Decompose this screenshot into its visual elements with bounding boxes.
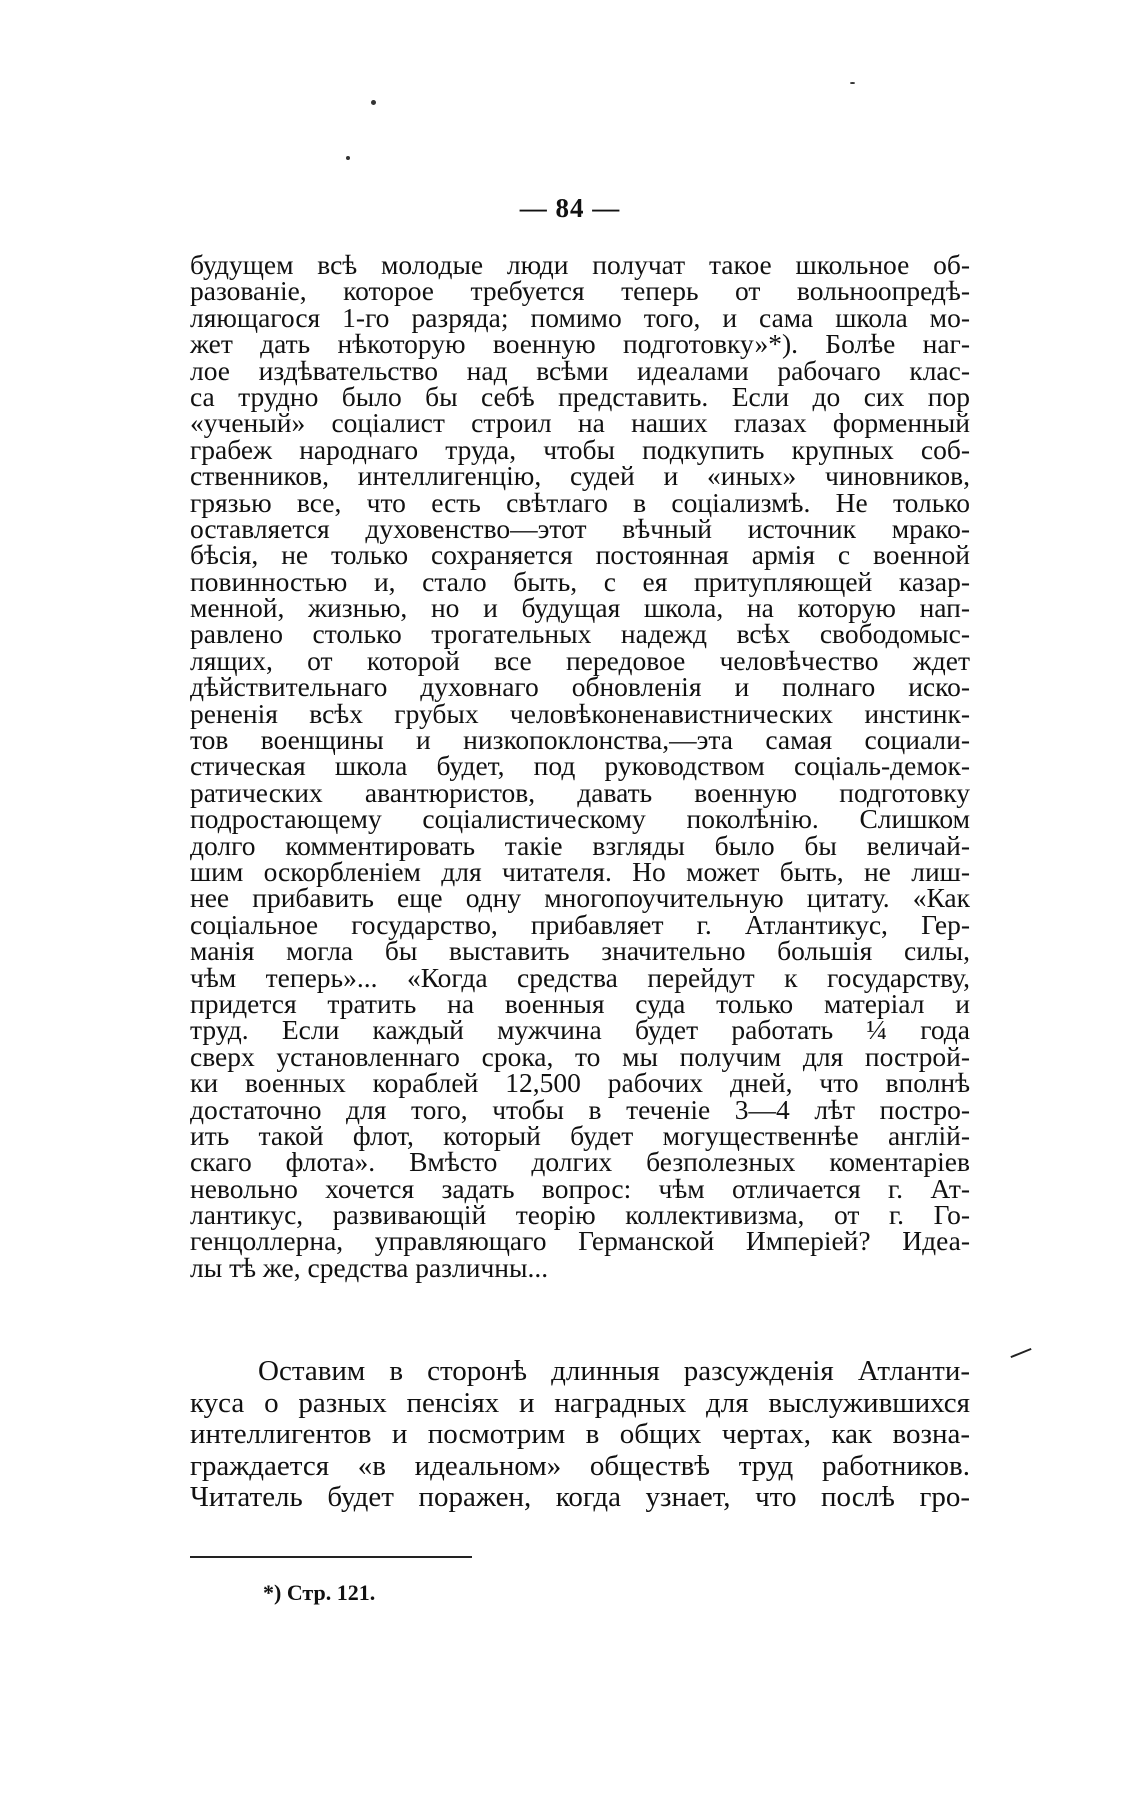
text-line: шим оскорбленіем для читателя. Но может быть, не лиш-	[190, 855, 970, 887]
text-line: Читатель будет поражен, когда узнает, что послѣ гро-	[190, 1481, 970, 1514]
text-line: менной, жизнью, но и будущая школа, на которую нап-	[190, 592, 970, 624]
text-line: са трудно было бы себѣ представить. Если до сих пор	[190, 380, 970, 412]
text-line: жет дать нѣкоторую военную подготовку»*). Болѣе наг-	[190, 328, 970, 360]
text-line: лое издѣвательство над всѣми идеалами рабочаго клас-	[190, 354, 970, 386]
text-line: оставляется духовенство—этот вѣчный источник мрако-	[190, 512, 970, 544]
footnote-divider	[190, 1556, 472, 1558]
text-line: разованіе, которое требуется теперь от вольноопредѣ-	[190, 275, 970, 307]
text-line: Оставим в сторонѣ длинныя разсужденія Атланти-	[258, 1355, 970, 1387]
footnote: *) Стр. 121.	[263, 1580, 376, 1605]
text-line: долго комментировать такіе взгляды было бы величай-	[190, 829, 970, 861]
text-line: дѣйствительнаго духовнаго обновленія и полнаго иско-	[190, 671, 970, 703]
text-line: подростающему соціалистическому поколѣнію. Слишком	[190, 803, 970, 835]
text-line: рененія всѣх грубых человѣконенавистнических инстинк-	[190, 697, 970, 729]
text-line: ратических авантюристов, давать военную подготовку	[190, 776, 970, 808]
text-line: бѣсія, не только сохраняется постоянная армія с военной	[190, 539, 970, 571]
text-line: достаточно для того, чтобы в теченіе 3—4 лѣт постро-	[190, 1093, 970, 1125]
ink-speck	[346, 156, 350, 160]
text-line: сверх установленнаго срока, то мы получим для построй-	[190, 1040, 970, 1072]
text-line: скаго флота». Вмѣсто долгих безполезных коментаріев	[190, 1146, 970, 1178]
text-line: повинностью и, стало быть, с ея притупляющей казар-	[190, 565, 970, 597]
text-line: лантикус, развивающій теорію коллективизма, от г. Го-	[190, 1199, 970, 1231]
text-line: граждается «в идеальном» обществѣ труд работников.	[190, 1449, 970, 1482]
text-line: соціальное государство, прибавляет г. Атлантикус, Гер-	[190, 908, 970, 940]
text-line: грабеж народнаго труда, чтобы подкупить крупных соб-	[190, 433, 970, 465]
text-line: равлено столько трогательных надежд всѣх свободомыс-	[190, 618, 970, 650]
text-line: невольно хочется задать вопрос: чѣм отличается г. Ат-	[190, 1172, 970, 1204]
text-line: будущем всѣ молодые люди получат такое школьное об-	[190, 249, 970, 280]
text-line: ляющагося 1-го разряда; помимо того, и сама школа мо-	[190, 301, 970, 333]
ink-speck	[850, 82, 855, 84]
text-line: стическая школа будет, под руководством соціаль-демок-	[190, 750, 970, 782]
text-line: лы тѣ же, средства различны...	[190, 1251, 549, 1283]
text-line: чѣм теперь»... «Когда средства перейдут к государству,	[190, 961, 970, 993]
text-line: нее прибавить еще одну многопоучительную цитату. «Как	[190, 882, 970, 914]
page-number: — 84 —	[519, 193, 621, 223]
text-line: придется тратить на военныя суда только матеріал и	[190, 987, 970, 1019]
text-line: тов военщины и низкопоклонства,—эта самая социали-	[190, 724, 970, 756]
text-line: ственников, интеллигенцію, судей и «иных» чиновников,	[190, 460, 970, 492]
margin-pencil-mark	[1010, 1348, 1031, 1358]
text-line: интеллигентов и посмотрим в общих чертах, как возна-	[190, 1418, 970, 1451]
text-line: манія могла бы выставить значительно большія силы,	[190, 935, 970, 967]
text-line: ить такой флот, который будет могущественнѣе англій-	[190, 1119, 970, 1151]
text-line: лящих, от которой все передовое человѣчество ждет	[190, 644, 970, 676]
paragraph-2	[190, 1356, 970, 1514]
text-line: ки военных кораблей 12,500 рабочих дней, что вполнѣ	[190, 1067, 970, 1099]
text-line: труд. Если каждый мужчина будет работать ¼ года	[190, 1014, 970, 1046]
ink-speck	[371, 100, 376, 105]
paragraph-1	[190, 249, 970, 1283]
text-line: грязью все, что есть свѣтлаго в соціализмѣ. Не только	[190, 486, 970, 518]
text-line: генцоллерна, управляющаго Германской Имперіей? Идеа-	[190, 1225, 970, 1257]
text-line: куса о разных пенсіях и наградных для выслужившихся	[190, 1386, 970, 1419]
text-line: «ученый» соціалист строил на наших глазах форменный	[190, 407, 970, 439]
